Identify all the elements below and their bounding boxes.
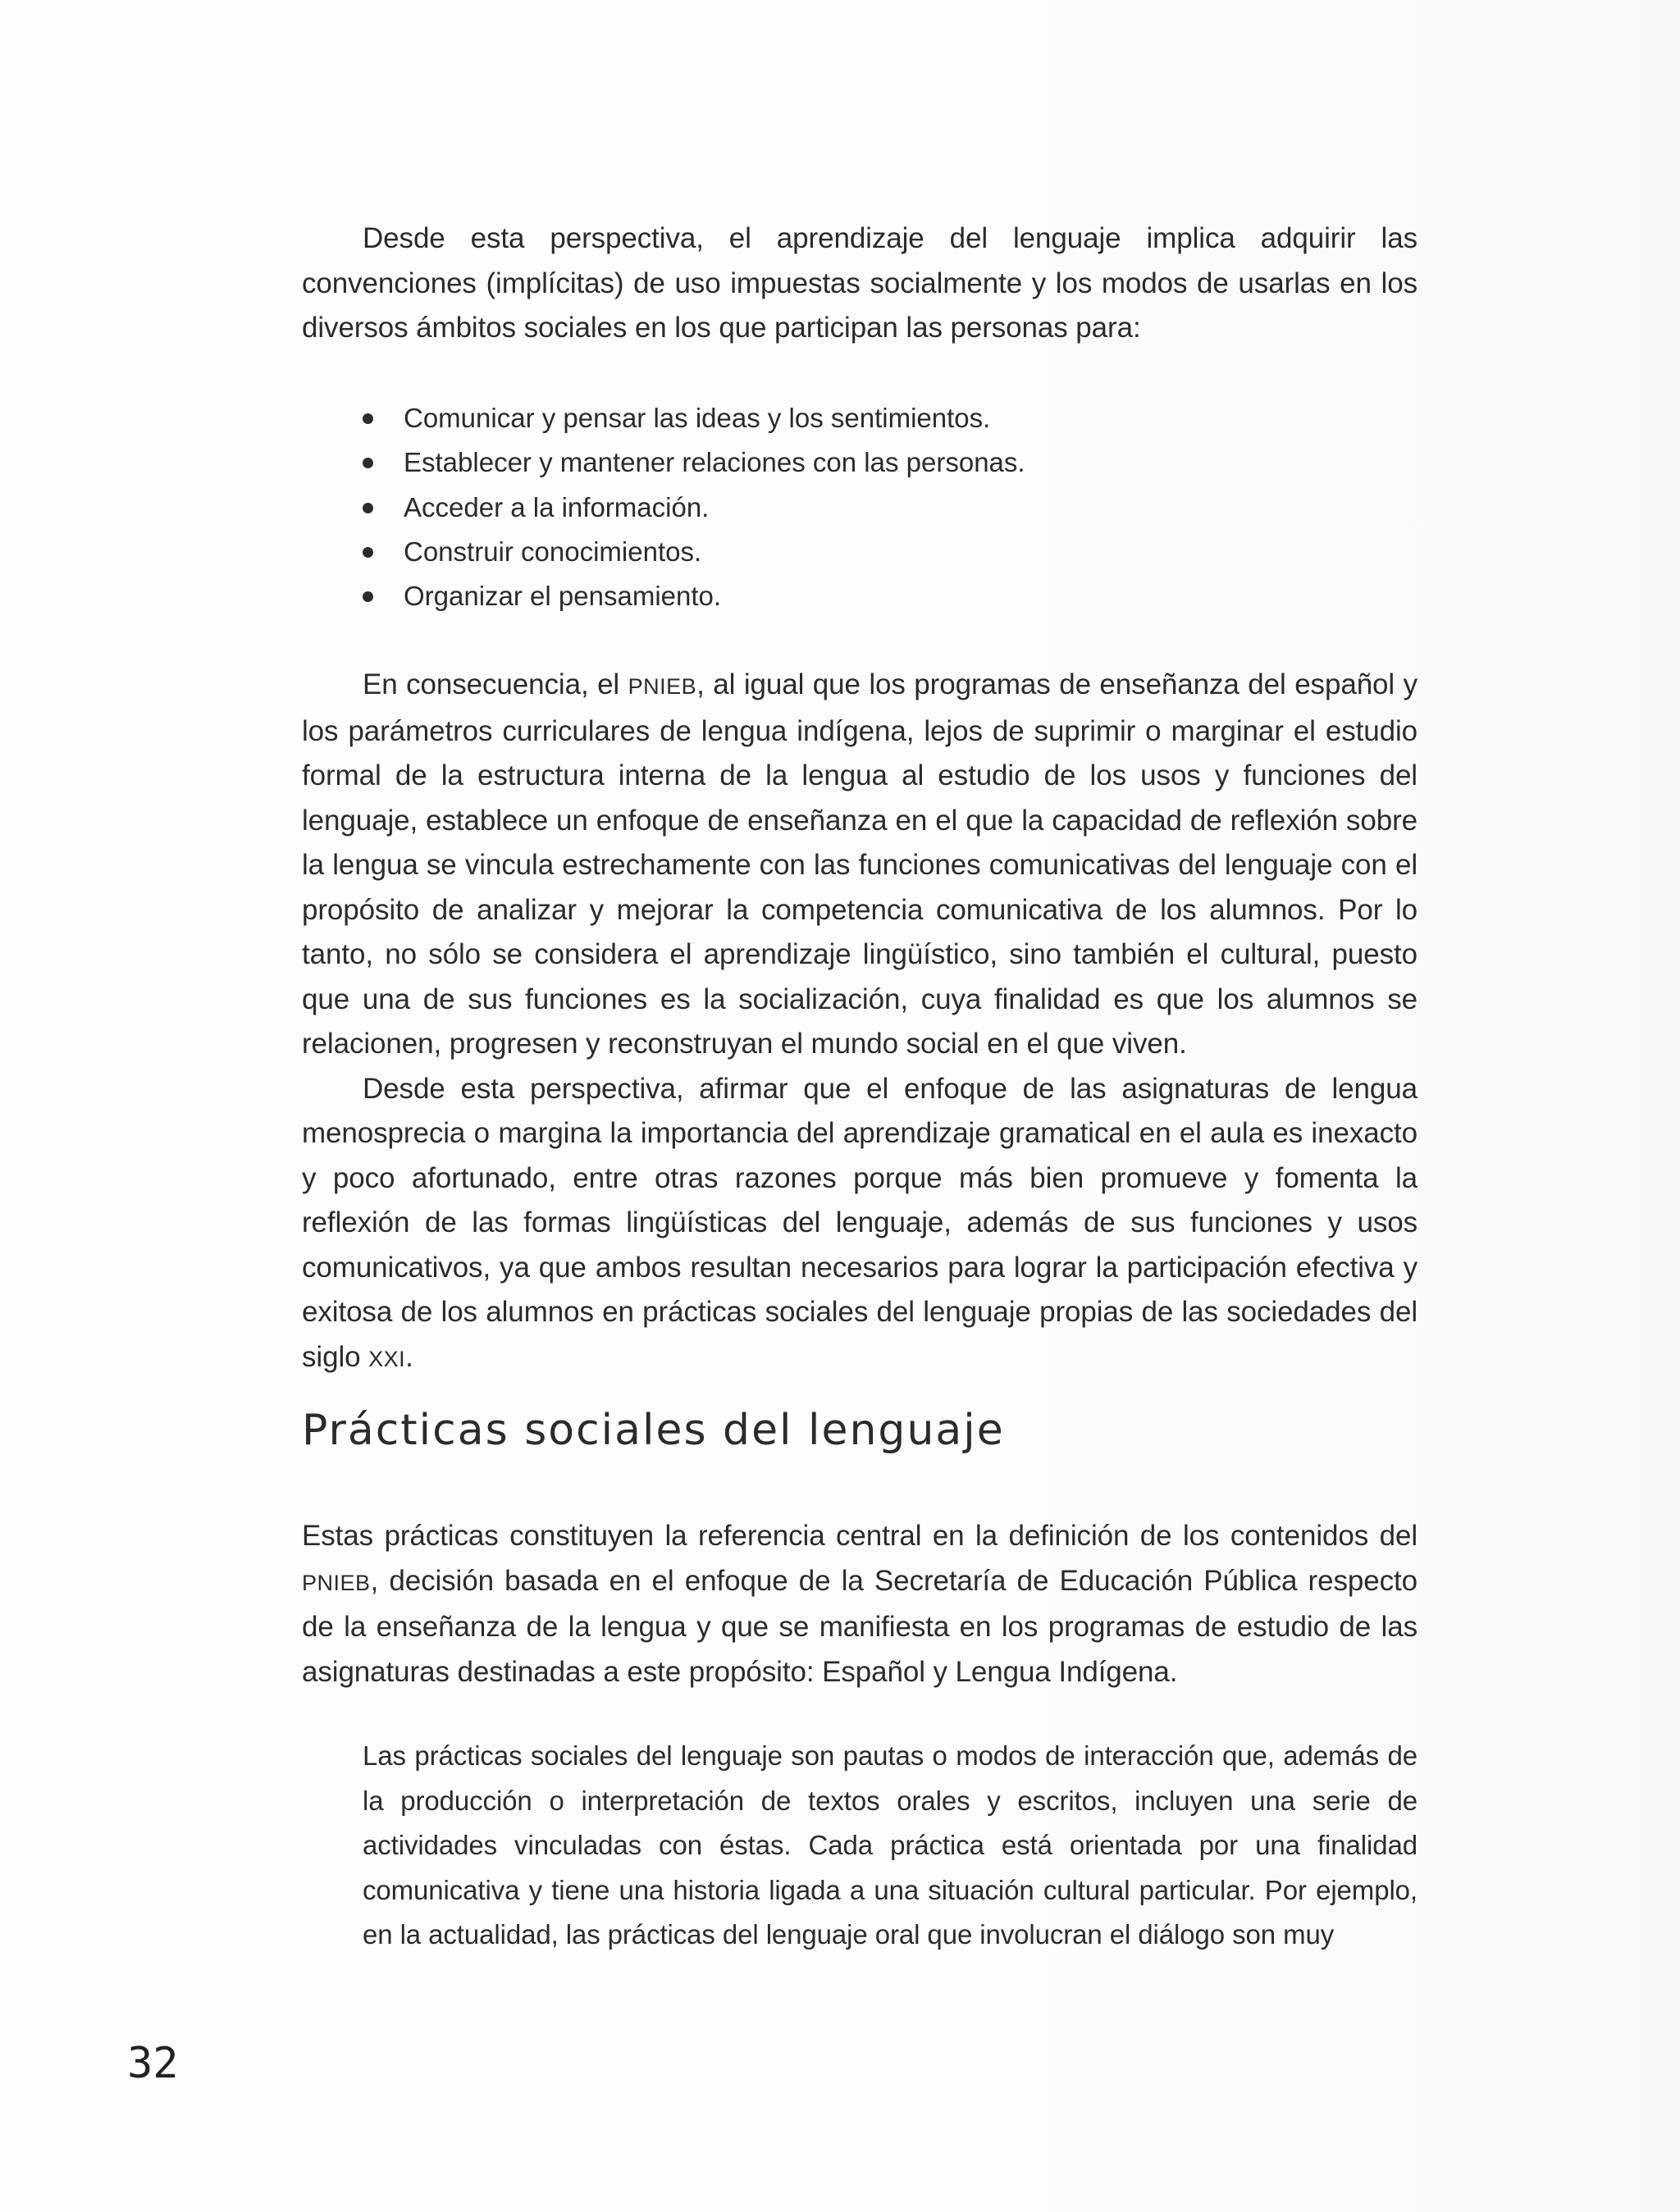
section-body bbox=[302, 1514, 1418, 1694]
bullet-icon bbox=[363, 413, 373, 424]
block-quote bbox=[363, 1734, 1418, 1958]
list-item: Comunicar y pensar las ideas y los sentimientos. bbox=[302, 396, 1418, 440]
list-item: Establecer y mantener relaciones con las personas. bbox=[302, 440, 1418, 485]
body-block bbox=[302, 663, 1418, 1381]
bullet-list bbox=[302, 396, 1418, 618]
consecuencia-paragraph: En consecuencia, el PNIEB, al igual que los programas de enseñanza del español y los parámetros curriculares de lengua indígena, lejos de suprimir o marginar el estudio formal de la estructura interna de la lengua al estudio de los usos y funciones del lenguaje, establece un enfoque de enseñanza en el que la capacidad de reflexión sobre la lengua se vincula estrechamente con las funciones comunicativas del lenguaje con el propósito de analizar y mejorar la competencia comunicativa de los alumnos. Por lo tanto, no sólo se considera el aprendizaje lingüístico, sino también el cultural, puesto que una de sus funciones es la socialización, cuya finalidad es que los alumnos se relacionen, progresen y reconstruyan el mundo social en el que viven. bbox=[302, 668, 1418, 1060]
bullet-icon bbox=[363, 458, 373, 468]
perspectiva-paragraph: Desde esta perspectiva, afirmar que el enfoque de las asignaturas de lengua menosprecia o margina la importancia del aprendizaje gramatical en el aula es inexacto y poco afortunado, entre otras razones porque más bien promueve y fomenta la reflexión de las formas lingüísticas del lenguaje, además de sus funciones y usos comunicativos, ya que ambos resultan necesarios para lograr la participación efectiva y exitosa de los alumnos en prácticas sociales del lenguaje propias de las sociedades del siglo XXI. bbox=[302, 1072, 1418, 1373]
page-number: 32 bbox=[127, 2039, 179, 2088]
century-numeral: XXI bbox=[368, 1346, 406, 1371]
list-item: Acceder a la información. bbox=[302, 486, 1418, 530]
bullet-icon bbox=[363, 503, 373, 513]
list-item: Construir conocimientos. bbox=[302, 530, 1418, 574]
bullet-icon bbox=[363, 591, 373, 602]
bullet-icon bbox=[363, 547, 373, 558]
acronym: PNIEB bbox=[628, 674, 697, 699]
acronym: PNIEB bbox=[302, 1570, 371, 1595]
list-item: Organizar el pensamiento. bbox=[302, 574, 1418, 618]
intro-paragraph: Desde esta perspectiva, el aprendizaje del lenguaje implica adquirir las convenciones (implícitas) de uso impuestas socialmente y los modos de usarlas en los diversos ámbitos sociales en los que participan las personas para: bbox=[302, 222, 1418, 344]
section-heading: Prácticas sociales del lenguaje bbox=[302, 1406, 1005, 1455]
intro-block bbox=[302, 217, 1418, 351]
quote-paragraph: Las prácticas sociales del lenguaje son pautas o modos de interacción que, además de la producción o interpretación de textos orales y escritos, incluyen una serie de actividades vinculadas con éstas. Cada práctica está orientada por una finalidad comunicativa y tiene una historia ligada a una situación cultural particular. Por ejemplo, en la actualidad, las prácticas del lenguaje oral que involucran el diálogo son muy bbox=[363, 1740, 1418, 1950]
section-paragraph: Estas prácticas constituyen la referencia central en la definición de los contenidos del PNIEB, decisión basada en el enfoque de la Secretaría de Educación Pública respecto de la enseñanza de la lengua y que se manifiesta en los programas de estudio de las asignaturas destinadas a este propósito: Español y Lengua Indígena. bbox=[302, 1520, 1418, 1688]
